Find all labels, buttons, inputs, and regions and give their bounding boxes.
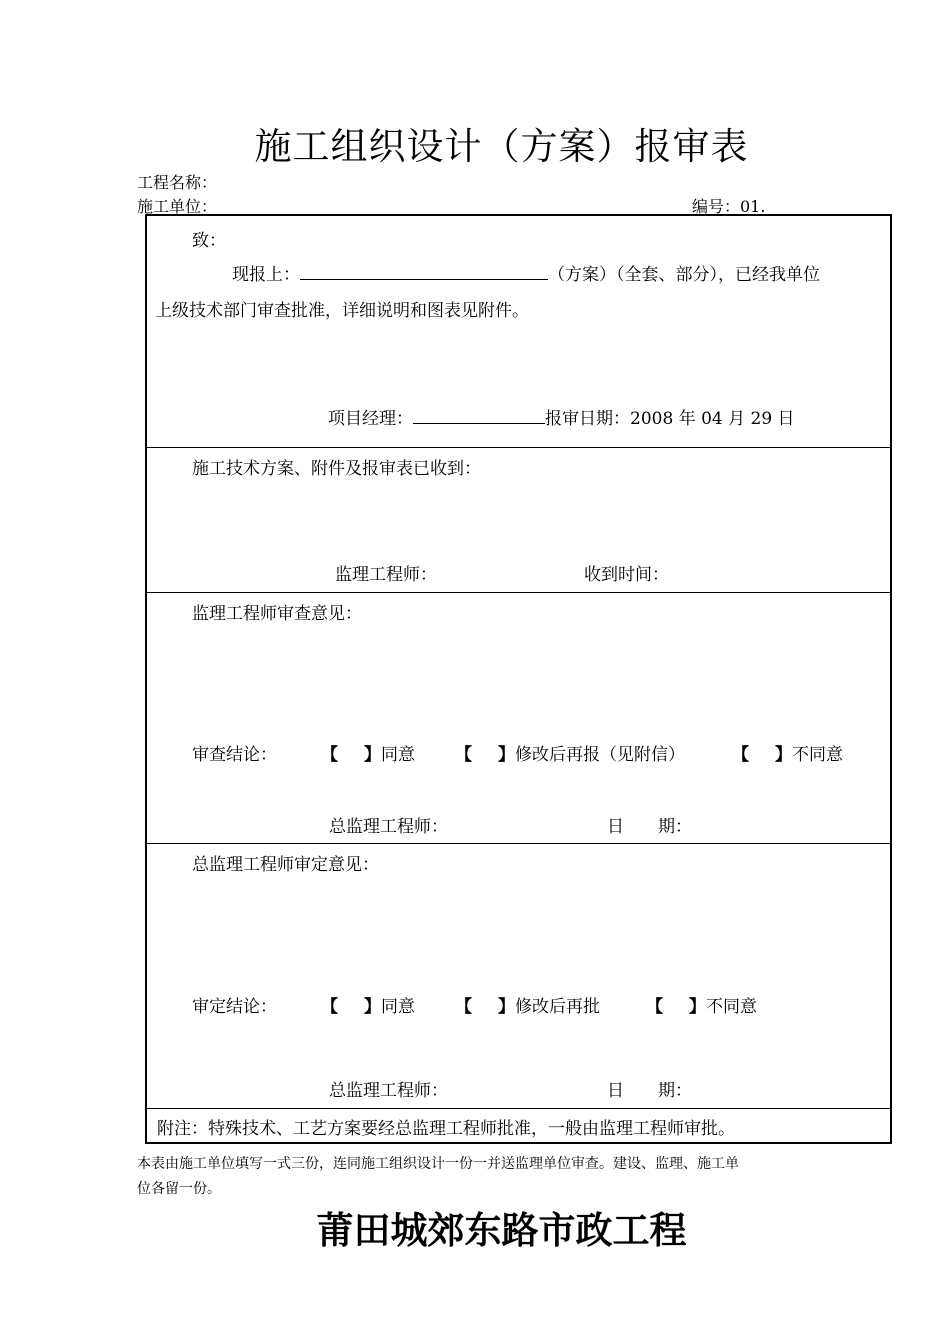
approval-conclusion-label: 审定结论： xyxy=(192,997,277,1017)
note-text: 附注：特殊技术、工艺方案要经总监理工程师批准，一般由监理工程师审批。 xyxy=(157,1119,735,1139)
receipt-section xyxy=(147,447,890,592)
review-option-agree[interactable]: 【 】同意 xyxy=(321,745,415,765)
serial-number: 编号：01. xyxy=(692,197,766,216)
received-text: 施工技术方案、附件及报审表已收到： xyxy=(192,459,481,479)
report-line-2: 上级技术部门审查批准，详细说明和图表见附件。 xyxy=(155,301,529,321)
report-date: 报审日期：2008 年 04 月 29 日 xyxy=(545,409,795,429)
manager-line xyxy=(328,404,795,429)
page-title: 施工组织设计（方案）报审表 xyxy=(254,125,749,168)
to-label: 致： xyxy=(192,231,226,251)
chief-approval-section xyxy=(147,843,890,1108)
project-name-label: 工程名称： xyxy=(137,173,218,192)
report-line-1 xyxy=(232,260,820,285)
manager-label: 项目经理： xyxy=(328,409,413,429)
plan-name-field[interactable] xyxy=(300,263,548,280)
chief-opinion-label: 总监理工程师审定意见： xyxy=(192,855,379,875)
chief-engineer-label: 总监理工程师： xyxy=(329,817,448,837)
chief-engineer-label: 总监理工程师： xyxy=(329,1081,448,1101)
report-prefix: 现报上： xyxy=(232,265,300,285)
remark-line-2: 位各留一份。 xyxy=(137,1181,221,1197)
approval-option-revise[interactable]: 【 】修改后再批 xyxy=(455,997,600,1017)
review-option-disagree[interactable]: 【 】不同意 xyxy=(732,745,843,765)
approval-option-disagree[interactable]: 【 】不同意 xyxy=(646,997,757,1017)
note-row xyxy=(147,1108,890,1144)
manager-signature-field[interactable] xyxy=(413,407,545,424)
contractor-label: 施工单位： xyxy=(137,197,218,216)
report-suffix: （方案）（全套、部分），已经我单位 xyxy=(548,265,820,285)
approval-date-label: 日 期： xyxy=(607,1081,692,1101)
project-title: 莆田城郊东路市政工程 xyxy=(316,1208,687,1252)
review-date-label: 日 期： xyxy=(607,817,692,837)
received-time-label: 收到时间： xyxy=(584,565,669,585)
approval-option-agree[interactable]: 【 】同意 xyxy=(321,997,415,1017)
review-option-revise[interactable]: 【 】修改后再报（见附信） xyxy=(455,745,685,765)
engineer-label: 监理工程师： xyxy=(335,565,437,585)
review-conclusion-label: 审查结论： xyxy=(192,745,277,765)
approval-form xyxy=(145,214,892,1144)
remark-line-1: 本表由施工单位填写一式三份，连同施工组织设计一份一并送监理单位审查。建设、监理、施工单 xyxy=(137,1156,739,1172)
engineer-review-section xyxy=(147,592,890,843)
submission-section xyxy=(147,216,890,447)
engineer-opinion-label: 监理工程师审查意见： xyxy=(192,604,362,624)
